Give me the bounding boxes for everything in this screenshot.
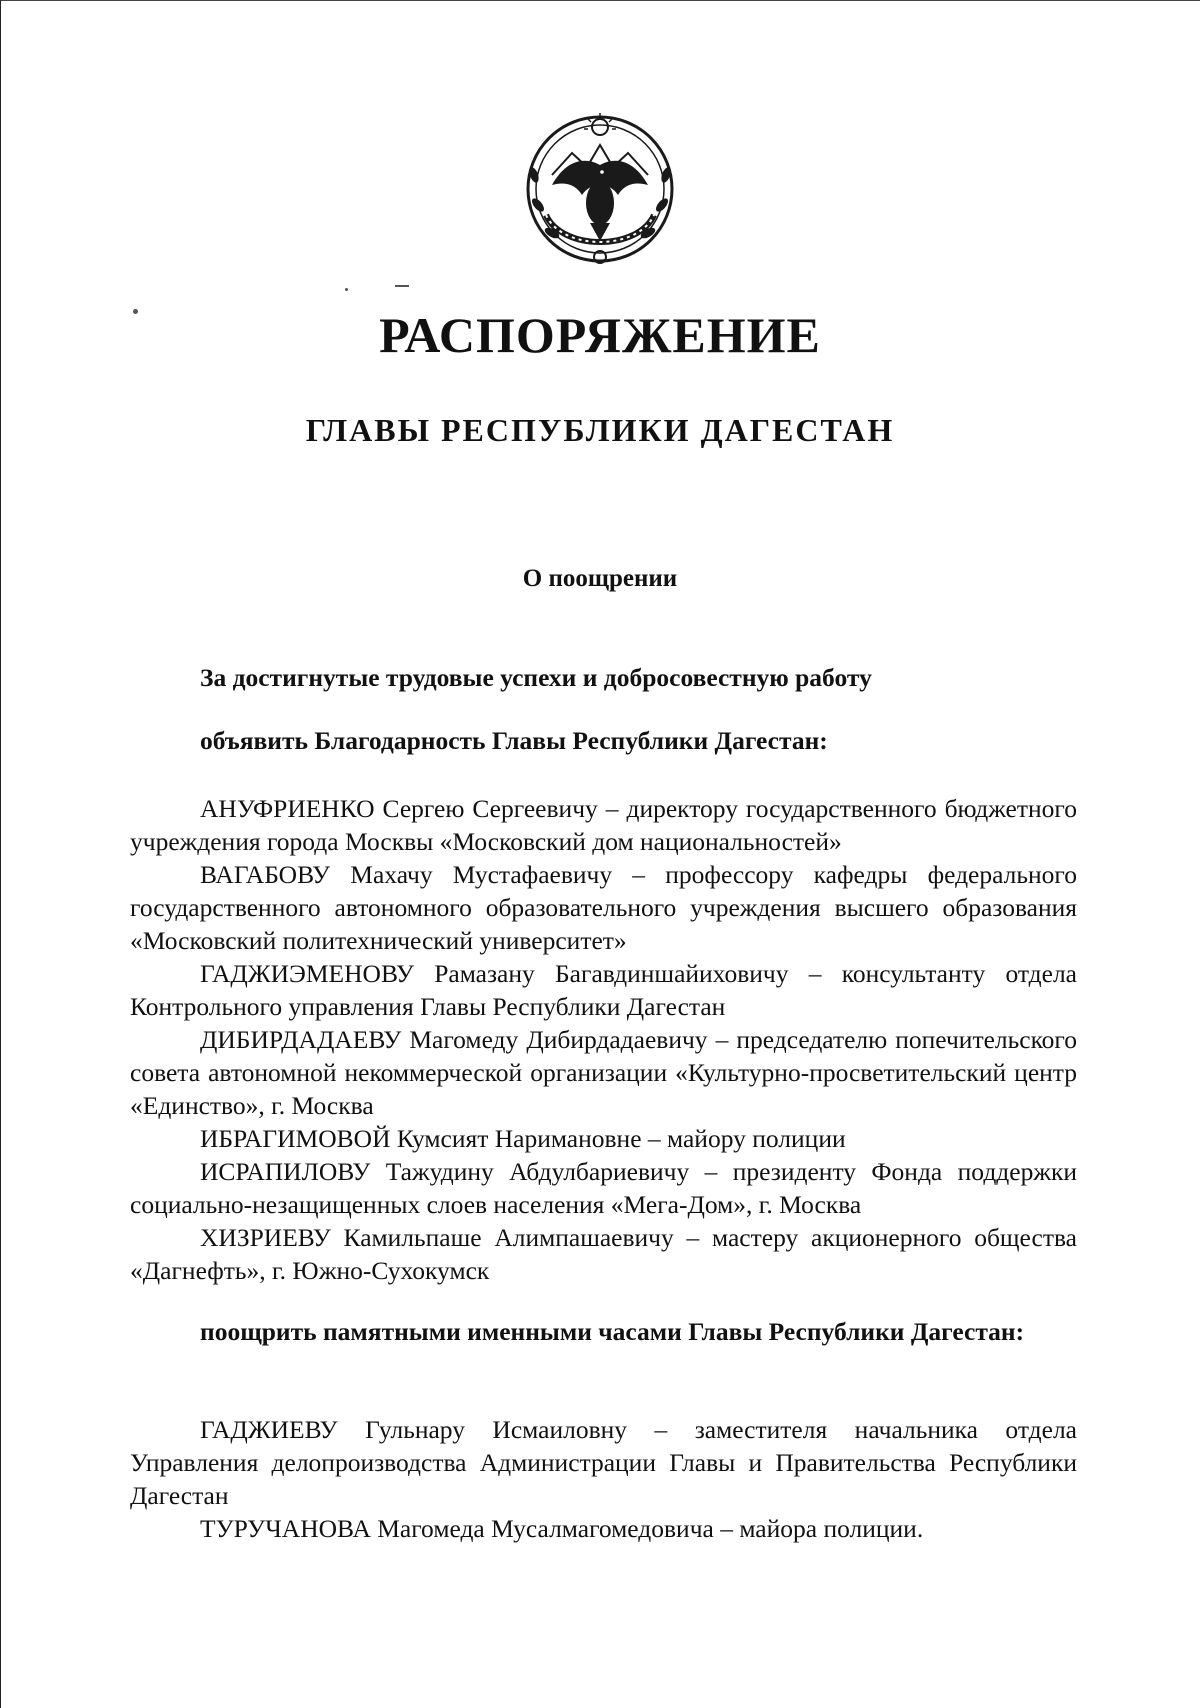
intro-line-2: объявить Благодарность Главы Республики Дагестан: — [200, 726, 828, 755]
list-item: ГАДЖИЕВУ Гульнару Исмаиловну – заместителя начальника отдела Управления делопроизводства Администрации Главы и Правительства Республики Дагестан — [130, 1415, 1077, 1510]
list-item: ИСРАПИЛОВУ Тажудину Абдулбариевичу – президенту Фонда поддержки социально-незащищенных слоев населения «Мега-Дом», г. Москва — [130, 1157, 1077, 1219]
list-item: ДИБИРДАДАЕВУ Магомеду Дибирдадаевичу – председателю попечительского совета автономной некоммерческой организации «Культурно-просветительский центр «Единство», г. Москва — [130, 1025, 1077, 1120]
list-item: ГАДЖИЭМЕНОВУ Рамазану Багавдиншайиховичу – консультанту отдела Контрольного управления Главы Республики Дагестан — [130, 959, 1077, 1021]
scan-speck — [395, 285, 409, 287]
list-item: ИБРАГИМОВОЙ Кумсият Наримановне – майору полиции — [200, 1124, 846, 1153]
list-item: АНУФРИЕНКО Сергею Сергеевичу – директору государственного бюджетного учреждения города Москвы «Московский дом национальностей» — [130, 794, 1077, 856]
scan-speck — [345, 288, 348, 291]
document-title: РАСПОРЯЖЕНИЕ — [379, 307, 821, 363]
watch-heading: поощрить памятными именными часами Главы Республики Дагестан: — [200, 1317, 1025, 1346]
intro-section — [130, 661, 1077, 787]
watch-list — [130, 1413, 1077, 1545]
list-item: ТУРУЧАНОВА Магомеда Мусалмагомедовича – майора полиции. — [200, 1514, 924, 1543]
gratitude-list — [130, 792, 1077, 1287]
document-subtitle: ГЛАВЫ РЕСПУБЛИКИ ДАГЕСТАН — [305, 412, 895, 448]
document-subject: О поощрении — [522, 565, 678, 592]
list-item: ВАГАБОВУ Махачу Мустафаевичу – профессору кафедры федерального государственного автономного образовательного учреждения высшего образования «Московский политехнический университет» — [130, 860, 1077, 955]
dagestan-coat-of-arms-icon — [512, 105, 688, 273]
intro-line-1: За достигнутые трудовые успехи и добросовестную работу — [200, 663, 872, 692]
list-item: ХИЗРИЕВУ Камильпаше Алимпашаевичу – мастеру акционерного общества «Дагнефть», г. Южно-Сухокумск — [130, 1223, 1077, 1285]
